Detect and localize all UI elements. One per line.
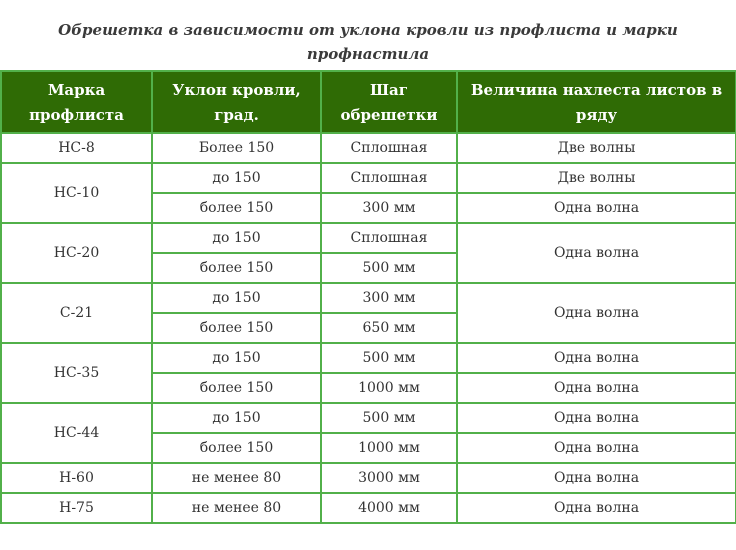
table-row	[1, 493, 736, 523]
header-brand	[1, 71, 152, 133]
cell-slope: не менее 80	[152, 463, 321, 493]
header-step-line-2: обрешетки	[340, 106, 438, 124]
table-caption-line-2: профнастила	[306, 45, 430, 63]
cell-step: 3000 мм	[321, 463, 457, 493]
cell-brand: НС-44	[1, 403, 152, 463]
cell-step: 650 мм	[321, 313, 457, 343]
table-row	[1, 463, 736, 493]
cell-overlap: Одна волна	[457, 223, 736, 283]
cell-brand: С-21	[1, 283, 152, 343]
lathing-table	[0, 70, 736, 524]
table-row	[1, 163, 736, 193]
header-brand-line-2: профлиста	[29, 106, 124, 124]
cell-brand: НС-10	[1, 163, 152, 223]
cell-slope: более 150	[152, 373, 321, 403]
cell-slope: до 150	[152, 283, 321, 313]
header-slope-line-1: Уклон кровли,	[172, 81, 301, 99]
header-slope	[152, 71, 321, 133]
cell-slope: более 150	[152, 313, 321, 343]
cell-brand: Н-75	[1, 493, 152, 523]
cell-step: 500 мм	[321, 253, 457, 283]
cell-overlap: Одна волна	[457, 463, 736, 493]
cell-slope: до 150	[152, 403, 321, 433]
cell-brand: НС-20	[1, 223, 152, 283]
cell-overlap: Одна волна	[457, 433, 736, 463]
cell-slope: до 150	[152, 163, 321, 193]
table-row	[1, 403, 736, 433]
cell-overlap: Одна волна	[457, 283, 736, 343]
cell-overlap: Одна волна	[457, 193, 736, 223]
cell-overlap: Одна волна	[457, 493, 736, 523]
header-brand-line-1: Марка	[47, 81, 106, 99]
cell-step: 1000 мм	[321, 373, 457, 403]
table-row	[1, 283, 736, 313]
table-body	[1, 133, 736, 523]
cell-step: Сплошная	[321, 133, 457, 163]
header-step	[321, 71, 457, 133]
header-row	[1, 71, 736, 133]
cell-slope: до 150	[152, 343, 321, 373]
table-row	[1, 343, 736, 373]
table-header	[1, 71, 736, 133]
table-caption	[0, 18, 736, 66]
cell-step: 300 мм	[321, 283, 457, 313]
cell-step: 300 мм	[321, 193, 457, 223]
cell-brand: Н-60	[1, 463, 152, 493]
cell-slope: более 150	[152, 253, 321, 283]
cell-slope: более 150	[152, 193, 321, 223]
cell-step: 4000 мм	[321, 493, 457, 523]
cell-brand: НС-35	[1, 343, 152, 403]
cell-overlap: Две волны	[457, 163, 736, 193]
header-overlap-line-1: Величина нахлеста листов в	[470, 81, 723, 99]
cell-step: 500 мм	[321, 343, 457, 373]
table-caption-line-1: Обрешетка в зависимости от уклона кровли из профлиста и марки	[58, 21, 678, 39]
cell-slope: не менее 80	[152, 493, 321, 523]
cell-step: 500 мм	[321, 403, 457, 433]
header-slope-line-2: град.	[214, 106, 259, 124]
cell-overlap: Одна волна	[457, 403, 736, 433]
cell-overlap: Одна волна	[457, 373, 736, 403]
cell-slope: Более 150	[152, 133, 321, 163]
header-overlap	[457, 71, 736, 133]
cell-overlap: Две волны	[457, 133, 736, 163]
cell-step: 1000 мм	[321, 433, 457, 463]
header-overlap-line-2: ряду	[575, 106, 618, 124]
cell-brand: НС-8	[1, 133, 152, 163]
header-step-line-1: Шаг	[370, 81, 408, 99]
cell-step: Сплошная	[321, 163, 457, 193]
cell-step: Сплошная	[321, 223, 457, 253]
table-row	[1, 223, 736, 253]
cell-slope: до 150	[152, 223, 321, 253]
cell-slope: более 150	[152, 433, 321, 463]
table-row	[1, 133, 736, 163]
cell-overlap: Одна волна	[457, 343, 736, 373]
